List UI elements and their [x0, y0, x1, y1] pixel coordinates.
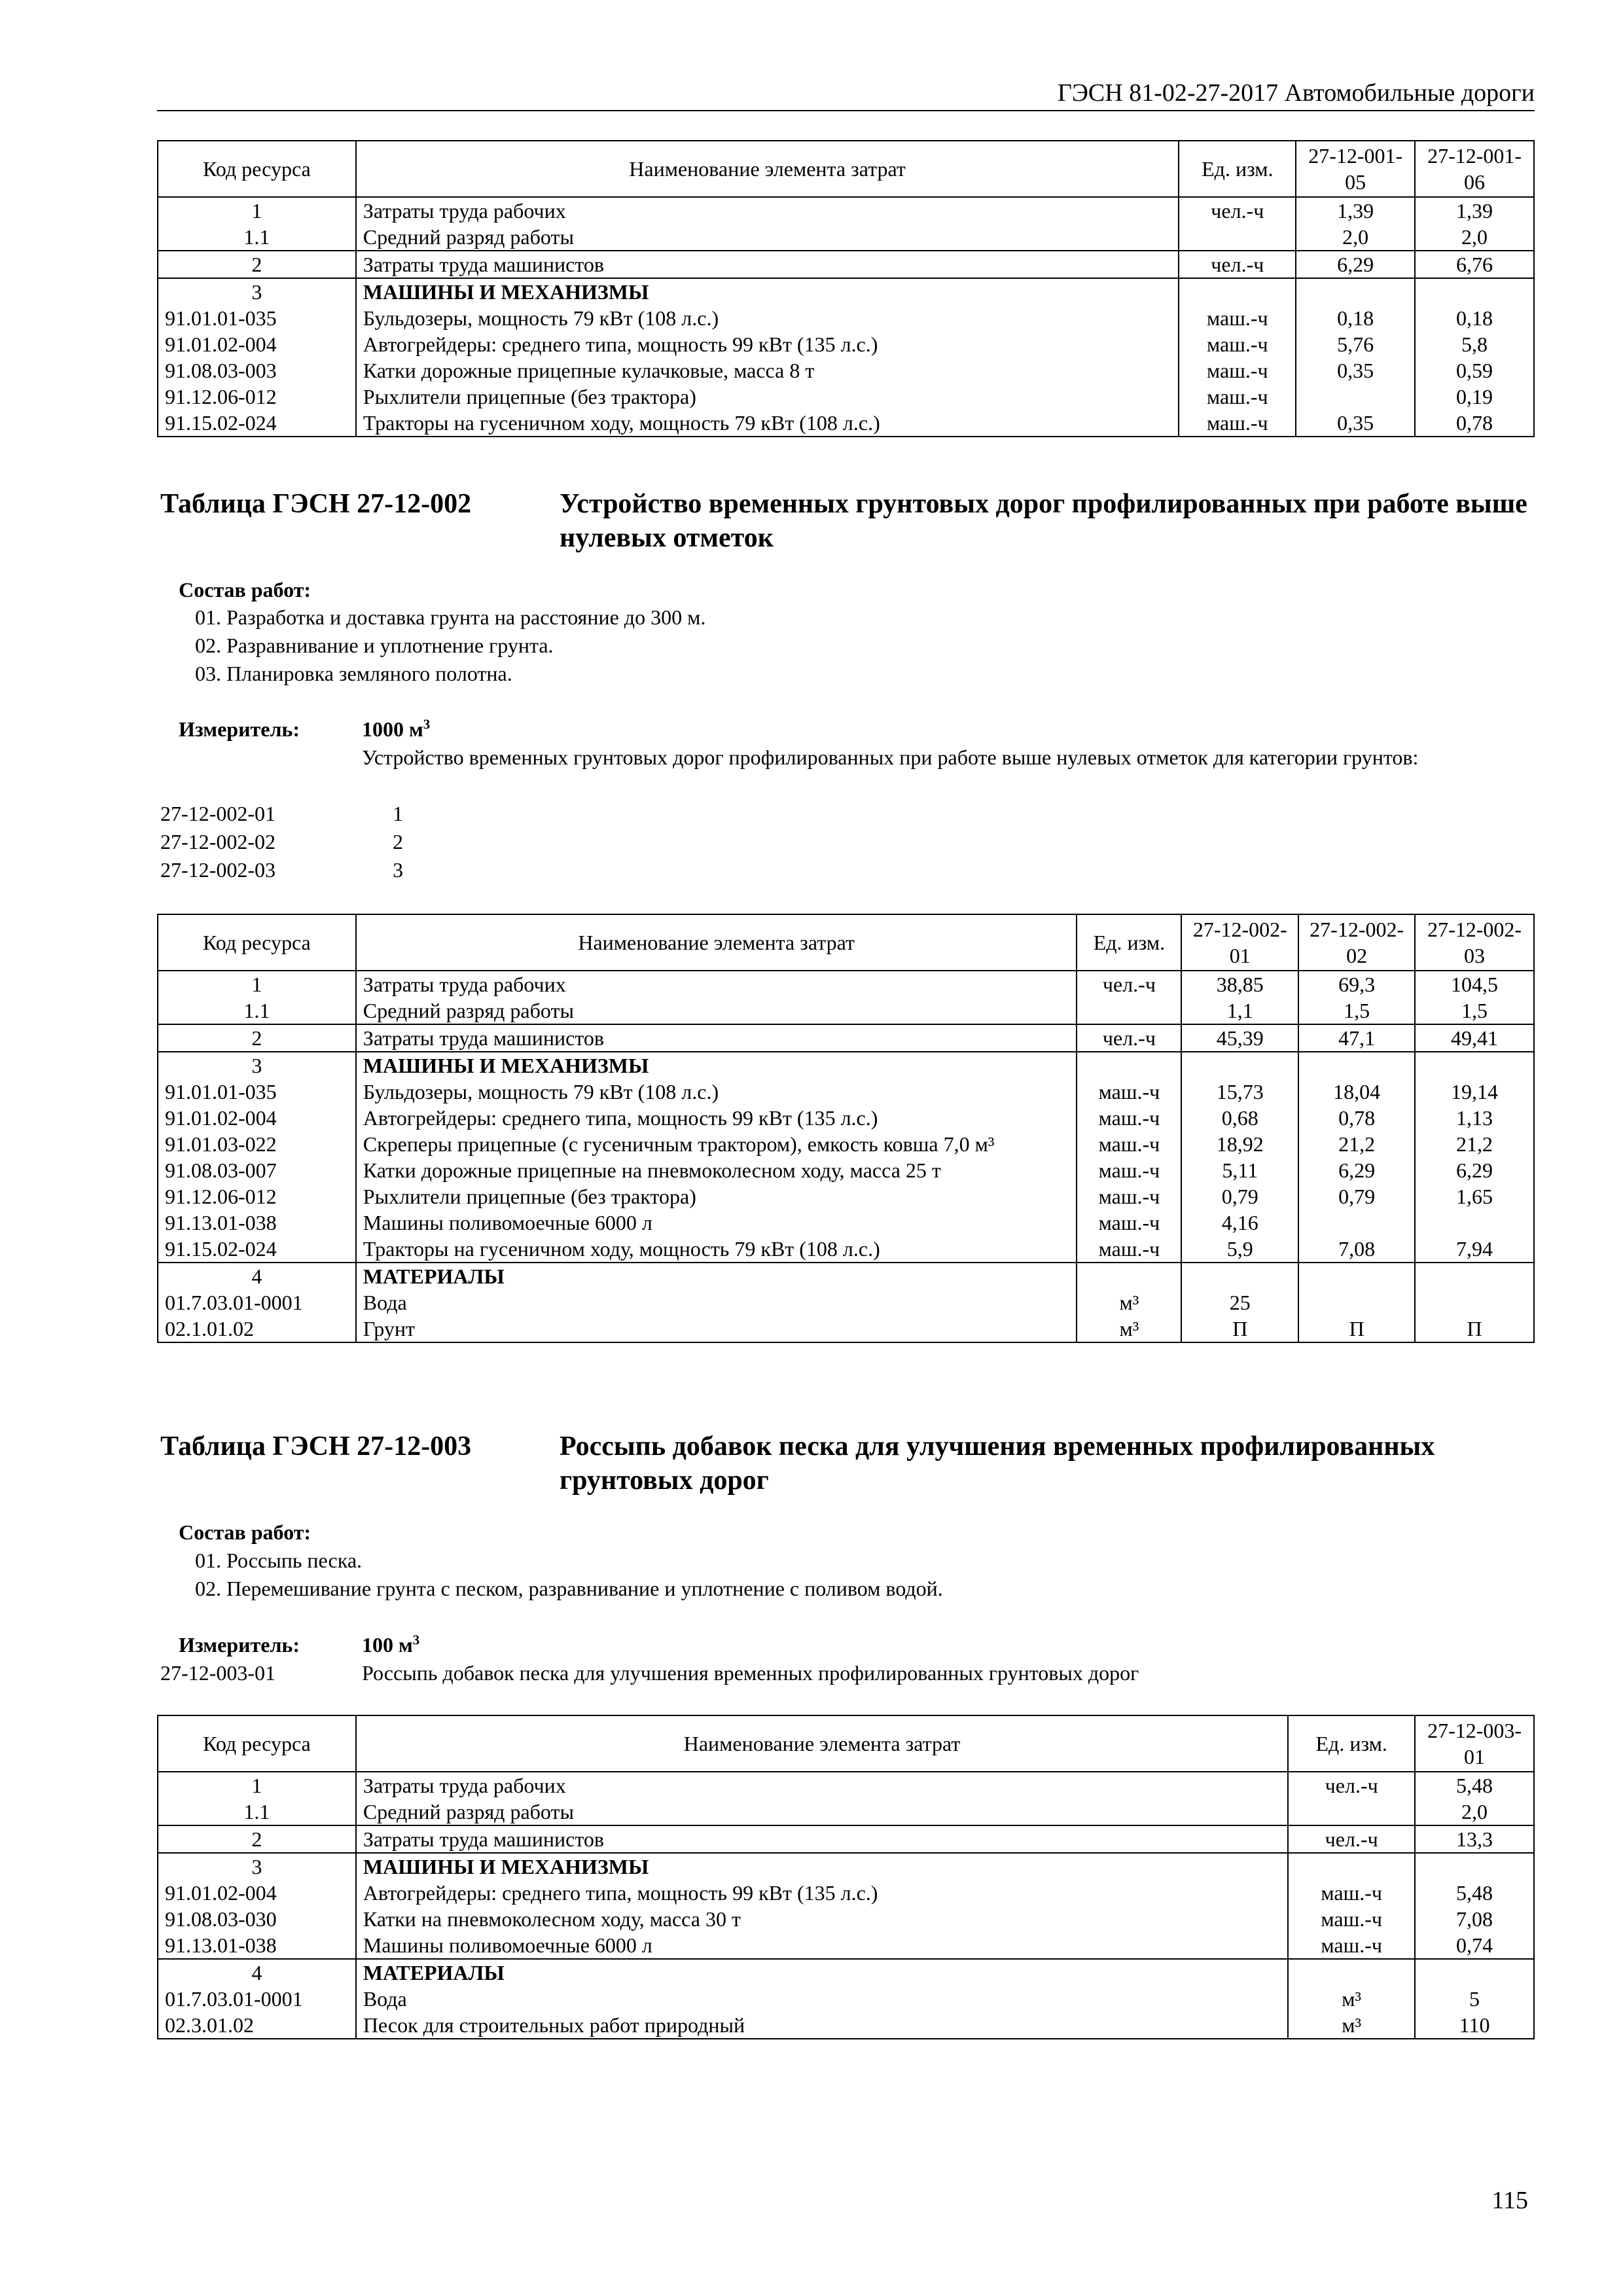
norm-value: 21,2 [1298, 1131, 1415, 1157]
resource-name: Автогрейдеры: среднего типа, мощность 99 кВт (135 л.с.) [356, 1880, 1288, 1906]
unit-cell: маш.-ч [1077, 1236, 1181, 1263]
norm-value: 5,48 [1415, 1772, 1534, 1799]
norm-value [1415, 1210, 1534, 1236]
norm-value [1298, 1052, 1415, 1079]
norm-value: 1,65 [1415, 1183, 1534, 1210]
resource-code: 01.7.03.01-0001 [158, 1986, 356, 2012]
col-norm-header: 27-12-001-06 [1415, 141, 1534, 197]
table-row [158, 305, 1534, 331]
resource-name: Скреперы прицепные (с гусеничным трактором), емкость ковша 7,0 м³ [356, 1131, 1077, 1157]
col-norm-header: 27-12-003-01 [1415, 1715, 1534, 1772]
norm-value [1298, 1263, 1415, 1289]
norm-value: 38,85 [1181, 971, 1298, 997]
norm-value: 1,5 [1415, 997, 1534, 1024]
resource-name: МАТЕРИАЛЫ [356, 1959, 1288, 1986]
norm-value [1415, 1959, 1534, 1986]
resource-name: Рыхлители прицепные (без трактора) [356, 384, 1179, 410]
resource-code: 91.01.01-035 [158, 1079, 356, 1105]
unit-cell: маш.-ч [1077, 1105, 1181, 1131]
norm-value: 0,79 [1181, 1183, 1298, 1210]
norm-value: 5,48 [1415, 1880, 1534, 1906]
unit-cell [1288, 1959, 1415, 1986]
table-row [158, 224, 1534, 251]
table-row [158, 1289, 1534, 1316]
norm-value [1296, 384, 1415, 410]
resource-name: Вода [356, 1289, 1077, 1316]
table-row [158, 1880, 1534, 1906]
unit-cell: м³ [1288, 1986, 1415, 2012]
page-number: 115 [1491, 2187, 1528, 2214]
norm-value: 18,92 [1181, 1131, 1298, 1157]
resource-code: 2 [158, 1825, 356, 1853]
table-27-12-003 [157, 1715, 1535, 2039]
norm-value: 47,1 [1298, 1024, 1415, 1052]
table-row [158, 1932, 1534, 1959]
unit-cell [1288, 1853, 1415, 1880]
norm-value: 25 [1181, 1289, 1298, 1316]
unit-cell: маш.-ч [1179, 410, 1296, 437]
meter-label: Измеритель: [179, 1633, 300, 1657]
resource-code: 3 [158, 1052, 356, 1079]
norm-value: 6,29 [1415, 1157, 1534, 1183]
norm-value: 0,35 [1296, 357, 1415, 384]
unit-cell: маш.-ч [1077, 1157, 1181, 1183]
col-norm-header: 27-12-001-05 [1296, 141, 1415, 197]
table-row [158, 1024, 1534, 1052]
norm-value [1415, 1853, 1534, 1880]
running-header [157, 77, 1535, 111]
norm-value: 69,3 [1298, 971, 1415, 997]
norm-code: 27-12-002-01 [160, 802, 276, 825]
norm-value: 13,3 [1415, 1825, 1534, 1853]
resource-name: Катки дорожные прицепные кулачковые, масса 8 т [356, 357, 1179, 384]
unit-cell: маш.-ч [1179, 384, 1296, 410]
resource-name: Затраты труда рабочих [356, 197, 1179, 224]
norm-value: 5,76 [1296, 331, 1415, 357]
resource-name: Катки на пневмоколесном ходу, масса 30 т [356, 1906, 1288, 1932]
norm-value: 7,08 [1298, 1236, 1415, 1263]
table-row [158, 1906, 1534, 1932]
resource-code: 1.1 [158, 224, 356, 251]
unit-cell: чел.-ч [1077, 1024, 1181, 1052]
meter-value-sup: 3 [423, 717, 431, 732]
norm-value: П [1415, 1316, 1534, 1342]
table-row [158, 997, 1534, 1024]
resource-name: Бульдозеры, мощность 79 кВт (108 л.с.) [356, 1079, 1077, 1105]
norm-value: 1,13 [1415, 1105, 1534, 1131]
work-composition-heading: Состав работ: [179, 578, 312, 601]
resource-code: 91.08.03-007 [158, 1157, 356, 1183]
table-row [158, 1799, 1534, 1825]
resource-name: Песок для строительных работ природный [356, 2012, 1288, 2039]
norm-value: 0,78 [1298, 1105, 1415, 1131]
resource-code: 91.12.06-012 [158, 384, 356, 410]
work-item: 02. Перемешивание грунта с песком, разравнивание и уплотнение с поливом водой. [195, 1577, 943, 1600]
col-norm-header: 27-12-002-03 [1415, 914, 1534, 971]
meter-description: Устройство временных грунтовых дорог профилированных при работе выше нулевых отметок для категории грунтов: [362, 745, 1419, 769]
unit-cell [1077, 1263, 1181, 1289]
resource-code: 91.15.02-024 [158, 1236, 356, 1263]
norm-value: 18,04 [1298, 1079, 1415, 1105]
resource-code: 91.13.01-038 [158, 1210, 356, 1236]
resource-name: Рыхлители прицепные (без трактора) [356, 1183, 1077, 1210]
norm-value: 5,9 [1181, 1236, 1298, 1263]
unit-cell [1179, 278, 1296, 305]
norm-value: 1,39 [1415, 197, 1534, 224]
norm-value: 21,2 [1415, 1131, 1534, 1157]
resource-code: 91.13.01-038 [158, 1932, 356, 1959]
table-row [158, 331, 1534, 357]
norm-description: Россыпь добавок песка для улучшения временных профилированных грунтовых дорог [362, 1661, 1139, 1685]
resource-name: Катки дорожные прицепные на пневмоколесном ходу, масса 25 т [356, 1157, 1077, 1183]
norm-value: 0,18 [1296, 305, 1415, 331]
norm-value: 0,59 [1415, 357, 1534, 384]
meter-value-text: 1000 м [362, 717, 423, 741]
resource-name: Грунт [356, 1316, 1077, 1342]
norm-value: 0,68 [1181, 1105, 1298, 1131]
table-row [158, 1316, 1534, 1342]
resource-name: Автогрейдеры: среднего типа, мощность 99 кВт (135 л.с.) [356, 1105, 1077, 1131]
col-unit-header: Ед. изм. [1288, 1715, 1415, 1772]
resource-code: 91.12.06-012 [158, 1183, 356, 1210]
resource-code: 91.01.01-035 [158, 305, 356, 331]
norm-value [1415, 1052, 1534, 1079]
meter-value-text: 100 м [362, 1633, 413, 1657]
work-item: 02. Разравнивание и уплотнение грунта. [195, 634, 554, 657]
norm-value [1181, 1052, 1298, 1079]
table-title: Устройство временных грунтовых дорог профилированных при работе выше нулевых отметок [560, 489, 1527, 553]
table-row [158, 197, 1534, 224]
resource-code: 1 [158, 197, 356, 224]
meter-label: Измеритель: [179, 717, 300, 741]
resource-name: Средний разряд работы [356, 997, 1077, 1024]
norm-value: 45,39 [1181, 1024, 1298, 1052]
table-row [158, 1183, 1534, 1210]
resource-name: Средний разряд работы [356, 224, 1179, 251]
norm-value: 6,29 [1298, 1157, 1415, 1183]
norm-value: 0,35 [1296, 410, 1415, 437]
unit-cell [1179, 224, 1296, 251]
norm-value: 6,76 [1415, 251, 1534, 278]
resource-code: 4 [158, 1263, 356, 1289]
norm-value: 1,1 [1181, 997, 1298, 1024]
table-row [158, 1263, 1534, 1289]
norm-value: 5,11 [1181, 1157, 1298, 1183]
unit-cell: маш.-ч [1179, 357, 1296, 384]
resource-code: 1.1 [158, 1799, 356, 1825]
col-unit-header: Ед. изм. [1077, 914, 1181, 971]
work-item: 01. Россыпь песка. [195, 1549, 363, 1572]
table-label: Таблица ГЭСН 27-12-003 [160, 1431, 472, 1462]
unit-cell [1077, 1052, 1181, 1079]
norm-code: 27-12-002-02 [160, 830, 276, 853]
meter-value [362, 715, 430, 744]
unit-cell: м³ [1288, 2012, 1415, 2039]
norm-code: 27-12-003-01 [160, 1661, 276, 1685]
norm-value: 0,74 [1415, 1932, 1534, 1959]
unit-cell: маш.-ч [1288, 1932, 1415, 1959]
table-row [158, 410, 1534, 437]
resource-code: 91.01.03-022 [158, 1131, 356, 1157]
resource-name: МАШИНЫ И МЕХАНИЗМЫ [356, 278, 1179, 305]
norm-value: 7,08 [1415, 1906, 1534, 1932]
unit-cell: маш.-ч [1077, 1210, 1181, 1236]
norm-value: 104,5 [1415, 971, 1534, 997]
norm-category: 2 [393, 830, 403, 853]
table-row [158, 1105, 1534, 1131]
resource-name: МАШИНЫ И МЕХАНИЗМЫ [356, 1052, 1077, 1079]
norm-value [1415, 278, 1534, 305]
table-row [158, 251, 1534, 278]
table-row [158, 1986, 1534, 2012]
norm-value: 1,5 [1298, 997, 1415, 1024]
work-item: 03. Планировка земляного полотна. [195, 662, 512, 685]
col-code-header: Код ресурса [158, 914, 356, 971]
resource-code: 91.01.02-004 [158, 1105, 356, 1131]
norm-value: 2,0 [1296, 224, 1415, 251]
unit-cell: чел.-ч [1288, 1772, 1415, 1799]
resource-code: 2 [158, 251, 356, 278]
norm-value [1415, 1289, 1534, 1316]
table-27-12-002 [157, 914, 1535, 1343]
unit-cell: м³ [1077, 1316, 1181, 1342]
resource-code: 02.1.01.02 [158, 1316, 356, 1342]
resource-name: Машины поливомоечные 6000 л [356, 1932, 1288, 1959]
resource-name: Средний разряд работы [356, 1799, 1288, 1825]
resource-name: Вода [356, 1986, 1288, 2012]
table-row [158, 1959, 1534, 1986]
col-name-header: Наименование элемента затрат [356, 914, 1077, 971]
unit-cell [1288, 1799, 1415, 1825]
table-27-12-001-continued [157, 140, 1535, 437]
norm-value: П [1298, 1316, 1415, 1342]
meter-value-sup: 3 [412, 1632, 420, 1648]
resource-name: Тракторы на гусеничном ходу, мощность 79 кВт (108 л.с.) [356, 410, 1179, 437]
resource-name: Затраты труда машинистов [356, 1024, 1077, 1052]
unit-cell: чел.-ч [1288, 1825, 1415, 1853]
unit-cell: м³ [1077, 1289, 1181, 1316]
table-row [158, 2012, 1534, 2039]
resource-name: Автогрейдеры: среднего типа, мощность 99 кВт (135 л.с.) [356, 331, 1179, 357]
resource-code: 91.08.03-003 [158, 357, 356, 384]
norm-value: 0,18 [1415, 305, 1534, 331]
table-row [158, 1131, 1534, 1157]
norm-value: 110 [1415, 2012, 1534, 2039]
unit-cell: маш.-ч [1179, 305, 1296, 331]
norm-value: 6,29 [1296, 251, 1415, 278]
resource-name: Затраты труда рабочих [356, 1772, 1288, 1799]
unit-cell: чел.-ч [1077, 971, 1181, 997]
resource-code: 1 [158, 1772, 356, 1799]
unit-cell: маш.-ч [1179, 331, 1296, 357]
col-norm-header: 27-12-002-01 [1181, 914, 1298, 971]
norm-value: 2,0 [1415, 224, 1534, 251]
norm-value: 49,41 [1415, 1024, 1534, 1052]
norm-value [1298, 1289, 1415, 1316]
resource-code: 4 [158, 1959, 356, 1986]
norm-value: 19,14 [1415, 1079, 1534, 1105]
resource-code: 91.08.03-030 [158, 1906, 356, 1932]
unit-cell: чел.-ч [1179, 251, 1296, 278]
resource-code: 1.1 [158, 997, 356, 1024]
resource-code: 01.7.03.01-0001 [158, 1289, 356, 1316]
col-norm-header: 27-12-002-02 [1298, 914, 1415, 971]
table-row [158, 1079, 1534, 1105]
table-row [158, 1052, 1534, 1079]
col-unit-header: Ед. изм. [1179, 141, 1296, 197]
norm-category: 3 [393, 858, 403, 882]
norm-value: 0,78 [1415, 410, 1534, 437]
table-row [158, 357, 1534, 384]
work-composition-heading: Состав работ: [179, 1520, 312, 1544]
table-row [158, 1772, 1534, 1799]
norm-code: 27-12-002-03 [160, 858, 276, 882]
table-title: Россыпь добавок песка для улучшения временных профилированных грунтовых дорог [560, 1431, 1435, 1496]
unit-cell: маш.-ч [1288, 1880, 1415, 1906]
col-name-header: Наименование элемента затрат [356, 141, 1179, 197]
meter-value [362, 1631, 419, 1659]
resource-code: 91.01.02-004 [158, 1880, 356, 1906]
norm-value: 0,19 [1415, 384, 1534, 410]
resource-name: Машины поливомоечные 6000 л [356, 1210, 1077, 1236]
resource-name: Бульдозеры, мощность 79 кВт (108 л.с.) [356, 305, 1179, 331]
document-title: ГЭСН 81-02-27-2017 Автомобильные дороги [1057, 79, 1535, 107]
unit-cell: маш.-ч [1077, 1183, 1181, 1210]
table-row [158, 278, 1534, 305]
norm-value [1415, 1263, 1534, 1289]
col-name-header: Наименование элемента затрат [356, 1715, 1288, 1772]
norm-value: 7,94 [1415, 1236, 1534, 1263]
work-item: 01. Разработка и доставка грунта на расстояние до 300 м. [195, 605, 706, 629]
unit-cell: маш.-ч [1077, 1131, 1181, 1157]
table-label: Таблица ГЭСН 27-12-002 [160, 489, 472, 519]
norm-value: 1,39 [1296, 197, 1415, 224]
table-row [158, 1236, 1534, 1263]
table-row [158, 1157, 1534, 1183]
resource-code: 91.15.02-024 [158, 410, 356, 437]
resource-code: 91.01.02-004 [158, 331, 356, 357]
col-code-header: Код ресурса [158, 1715, 356, 1772]
resource-code: 02.3.01.02 [158, 2012, 356, 2039]
norm-value: 5 [1415, 1986, 1534, 2012]
resource-code: 3 [158, 278, 356, 305]
resource-name: МАШИНЫ И МЕХАНИЗМЫ [356, 1853, 1288, 1880]
resource-name: Затраты труда машинистов [356, 1825, 1288, 1853]
table-row [158, 384, 1534, 410]
norm-category: 1 [393, 802, 403, 825]
table-row [158, 1210, 1534, 1236]
norm-value [1298, 1210, 1415, 1236]
resource-name: МАТЕРИАЛЫ [356, 1263, 1077, 1289]
norm-value: 4,16 [1181, 1210, 1298, 1236]
resource-code: 2 [158, 1024, 356, 1052]
norm-value: 15,73 [1181, 1079, 1298, 1105]
resource-name: Затраты труда машинистов [356, 251, 1179, 278]
resource-name: Затраты труда рабочих [356, 971, 1077, 997]
col-code-header: Код ресурса [158, 141, 356, 197]
norm-value: П [1181, 1316, 1298, 1342]
unit-cell: маш.-ч [1077, 1079, 1181, 1105]
table-row [158, 971, 1534, 997]
norm-value [1181, 1263, 1298, 1289]
norm-value: 5,8 [1415, 331, 1534, 357]
unit-cell: чел.-ч [1179, 197, 1296, 224]
resource-code: 3 [158, 1853, 356, 1880]
table-row [158, 1853, 1534, 1880]
norm-value: 2,0 [1415, 1799, 1534, 1825]
unit-cell: маш.-ч [1288, 1906, 1415, 1932]
unit-cell [1077, 997, 1181, 1024]
resource-code: 1 [158, 971, 356, 997]
resource-name: Тракторы на гусеничном ходу, мощность 79 кВт (108 л.с.) [356, 1236, 1077, 1263]
norm-value: 0,79 [1298, 1183, 1415, 1210]
table-row [158, 1825, 1534, 1853]
norm-value [1296, 278, 1415, 305]
